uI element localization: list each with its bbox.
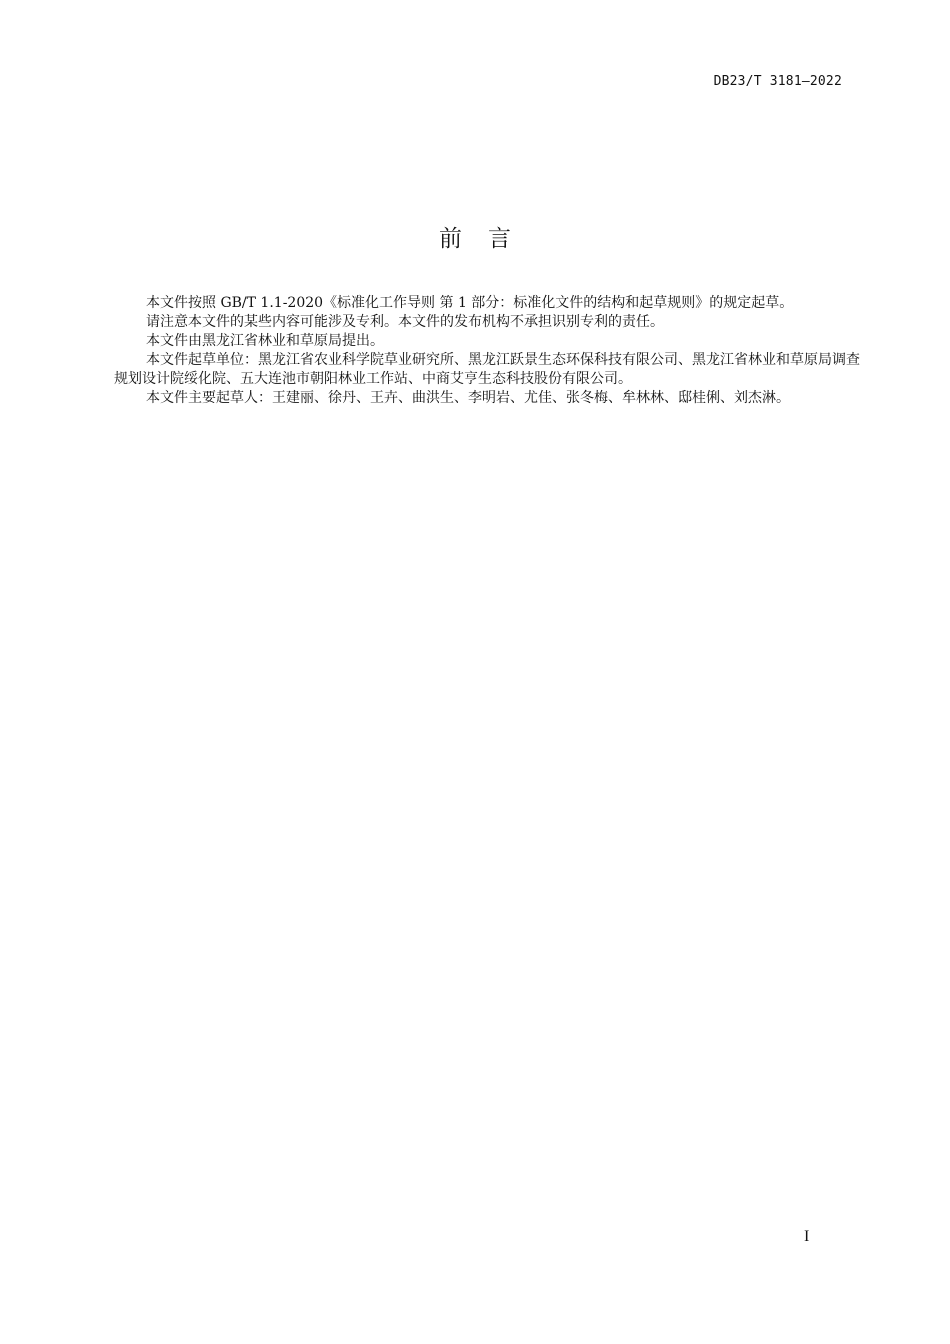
document-id: DB23/T 3181—2022 — [713, 74, 842, 89]
paragraph-patent-notice: 请注意本文件的某些内容可能涉及专利。本文件的发布机构不承担识别专利的责任。 — [146, 314, 664, 330]
paragraph-drafters: 本文件主要起草人：王建丽、徐丹、王卉、曲洪生、李明岩、尤佳、张冬梅、牟林林、邸桂俐、刘杰淋。 — [146, 390, 790, 406]
foreword-body — [114, 294, 860, 408]
page-title: 前言 — [439, 226, 537, 252]
paragraph-drafting-units: 本文件起草单位：黑龙江省农业科学院草业研究所、黑龙江跃景生态环保科技有限公司、黑龙江省林业和草原局调查规划设计院绥化院、五大连池市朝阳林业工作站、中商艾亨生态科技股份有限公司。 — [114, 352, 860, 387]
page-number: I — [804, 1228, 810, 1245]
paragraph-drafting-rules: 本文件按照 GB/T 1.1-2020《标准化工作导则 第 1 部分：标准化文件的结构和起草规则》的规定起草。 — [146, 295, 794, 311]
paragraph-proposer: 本文件由黑龙江省林业和草原局提出。 — [146, 333, 384, 349]
